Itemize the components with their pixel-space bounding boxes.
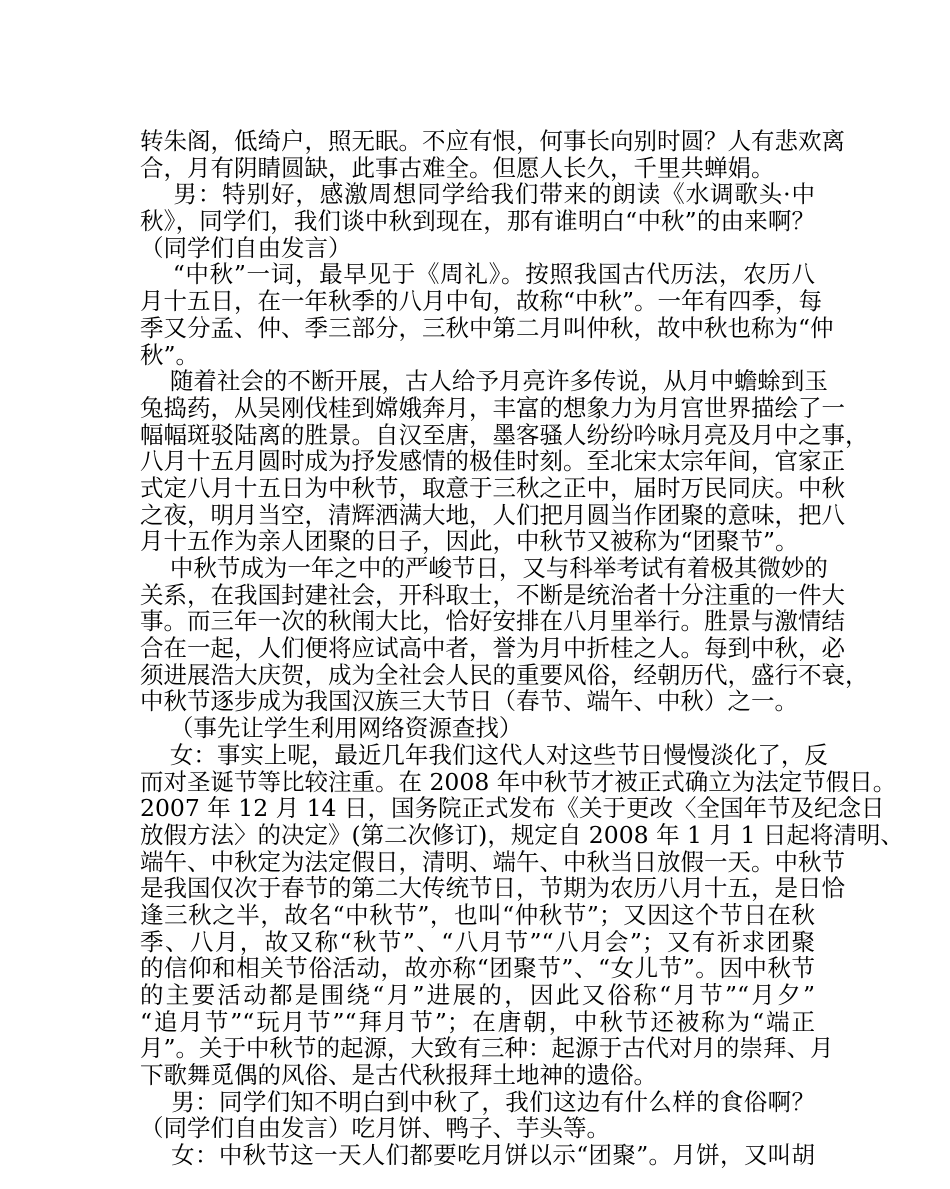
text-line: 秋”。 xyxy=(140,340,200,369)
text-line: 月”。关于中秋节的起源，大致有三种：起源于古代对月的崇拜、月 xyxy=(140,1034,834,1063)
text-line: 事。而三年一次的秋闱大比，恰好安排在八月里举行。胜景与激情结 xyxy=(140,607,845,636)
text-line: 月十五作为亲人团聚的日子，因此，中秋节又被称为“团聚节”。 xyxy=(140,527,799,556)
text-line: 季又分孟、仲、季三部分，三秋中第二月叫仲秋，故中秋也称为“仲 xyxy=(140,313,834,342)
text-line: （同学们自由发言） xyxy=(140,233,352,262)
text-line: 的信仰和相关节俗活动，故亦称“团聚节”、“女儿节”。因中秋节 xyxy=(140,954,815,983)
text-line: 的主要活动都是围绕“月”进展的，因此又俗称“月节”“月夕” xyxy=(140,981,815,1009)
text-line: 转朱阁，低绮户，照无眠。不应有恨，何事长向别时圆？人有悲欢离 xyxy=(140,127,845,155)
text-line: 季、八月，故又称“秋节”、“八月节”“八月会”；又有祈求团聚 xyxy=(140,927,815,956)
text-line: 秋》，同学们，我们谈中秋到现在，那有谁明白“中秋”的由来啊？ xyxy=(140,207,815,236)
text-line: 中秋节逐步成为我国汉族三大节日（春节、端午、中秋）之一。 xyxy=(140,687,798,716)
text-line: 女：中秋节这一天人们都要吃月饼以示“团聚”。月饼，又叫胡 xyxy=(140,1141,815,1170)
text-line: 逢三秋之半，故名“中秋节”，也叫“仲秋节”；又因这个节日在秋 xyxy=(140,900,815,929)
text-line: 幅幅斑驳陆离的胜景。自汉至唐，墨客骚人纷纷吟咏月亮及月中之事， xyxy=(140,420,869,449)
text-line: “中秋”一词，最早见于《周礼》。按照我国古代历法，农历八 xyxy=(140,260,815,289)
text-line: 男：特别好，感激周想同学给我们带来的朗读《水调歌头·中 xyxy=(140,180,815,209)
text-line: 是我国仅次于春节的第二大传统节日，节期为农历八月十五，是日恰 xyxy=(140,874,845,903)
text-line: 端午、中秋定为法定假日，清明、端午、中秋当日放假一天。中秋节 xyxy=(140,847,845,876)
text-line: 而对圣诞节等比较注重。在 2008 年中秋节才被正式确立为法定节假日。 xyxy=(140,767,897,796)
text-line: 兔捣药，从吴刚伐桂到嫦娥奔月，丰富的想象力为月宫世界描绘了一 xyxy=(140,393,845,422)
text-line: 下歌舞觅偶的风俗、是古代秋报拜土地神的遗俗。 xyxy=(140,1061,657,1090)
text-line: 关系，在我国封建社会，开科取士，不断是统治者十分注重的一件大 xyxy=(140,580,845,609)
text-line: 之夜，明月当空，清辉洒满大地，人们把月圆当作团聚的意味，把八 xyxy=(140,500,845,529)
document-body xyxy=(140,127,904,1170)
text-line: 中秋节成为一年之中的严峻节日，又与科举考试有着极其微妙的 xyxy=(140,554,828,582)
text-line: 须进展浩大庆贺，成为全社会人民的重要风俗，经朝历代，盛行不衰， xyxy=(140,660,869,689)
text-line: “追月节”“玩月节”“拜月节”；在唐朝，中秋节还被称为“端正 xyxy=(140,1007,815,1036)
text-line: 随着社会的不断开展，古人给予月亮许多传说，从月中蟾蜍到玉 xyxy=(140,367,828,396)
text-line: 女：事实上呢，最近几年我们这代人对这些节日慢慢淡化了，反 xyxy=(140,740,828,769)
text-line: 男：同学们知不明白到中秋了，我们这边有什么样的食俗啊？ xyxy=(140,1087,815,1116)
text-line: 式定八月十五日为中秋节，取意于三秋之正中，届时万民同庆。中秋 xyxy=(140,473,845,502)
text-line: 合，月有阴睛圆缺，此事古难全。但愿人长久，千里共蝉娟。 xyxy=(140,153,775,182)
text-line: （同学们自由发言）吃月饼、鸭子、芋头等。 xyxy=(140,1114,610,1143)
text-line: 月十五日，在一年秋季的八月中旬，故称“中秋”。一年有四季，每 xyxy=(140,287,823,316)
text-line: 合在一起，人们便将应试高中者，誉为月中折桂之人。每到中秋，必 xyxy=(140,634,845,663)
text-line: 2007 年 12 月 14 日，国务院正式发布《关于更改〈全国年节及纪念日 xyxy=(140,794,885,823)
text-line: 八月十五月圆时成为抒发感情的极佳时刻。至北宋太宗年间，官家正 xyxy=(140,447,845,476)
text-line: 放假方法〉的决定》(第二次修订)，规定自 2008 年 1 月 1 日起将清明、 xyxy=(140,820,904,849)
text-line: （事先让学生利用网络资源查找） xyxy=(140,714,523,743)
